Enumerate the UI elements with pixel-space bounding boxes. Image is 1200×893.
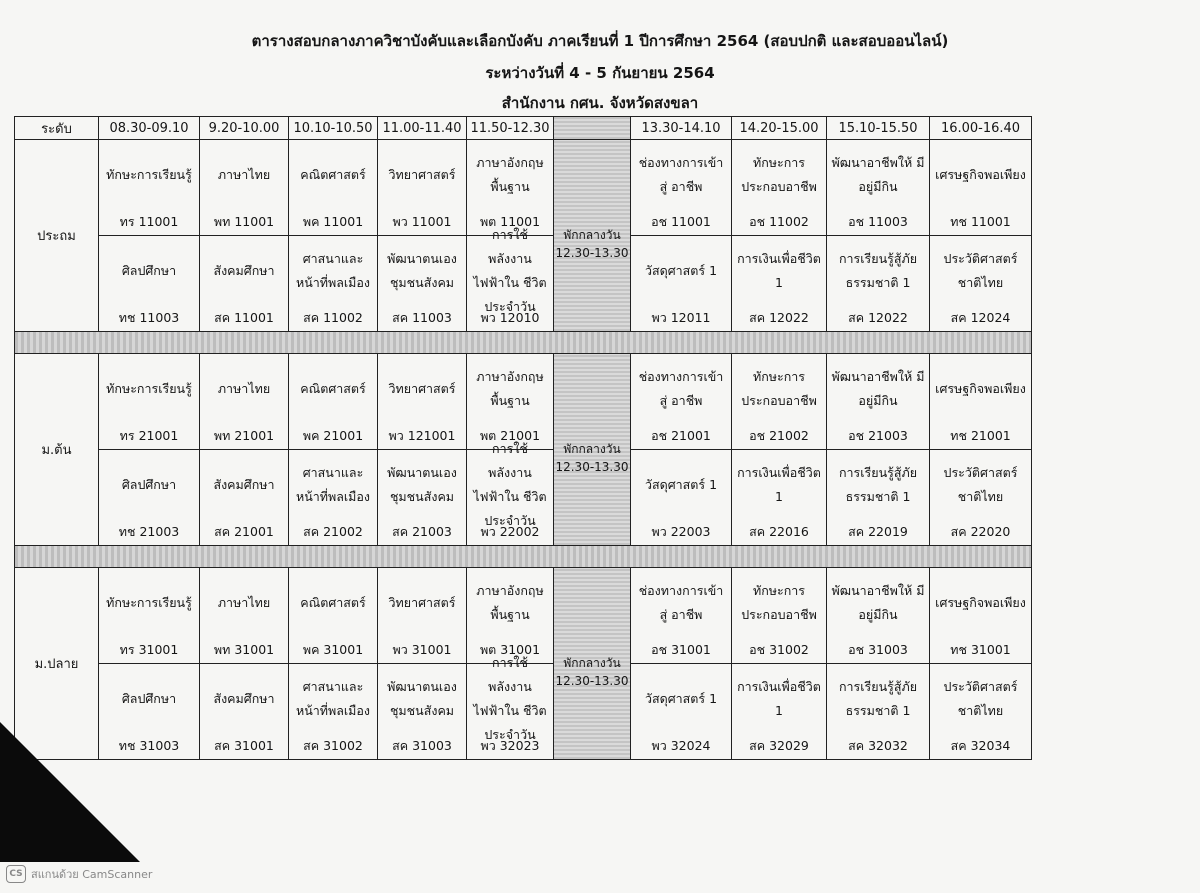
subject-name: เศรษฐกิจพอเพียง [935,380,1026,396]
subject-cell [289,568,378,664]
subject-code: สค 21003 [392,524,452,539]
subject-code: พว 22002 [480,524,540,539]
subject-name: ภาษาไทย [217,166,271,182]
subject-cell [732,450,827,546]
subject-code: สค 31001 [214,738,274,753]
lunch-break-label: พักกลางวัน [563,656,621,670]
subject-code: สค 22016 [749,524,809,539]
subject-code: พว 12010 [480,310,540,325]
subject-cell [732,354,827,450]
subject-name: ภาษาไทย [217,594,271,610]
subject-name: สังคมศึกษา [213,262,275,278]
subject-cell [289,140,378,236]
subject-cell [200,568,289,664]
subject-name: การเงินเพื่อชีวิต 1 [737,250,821,290]
subject-cell [631,450,732,546]
scan-corner-shadow [0,722,140,862]
subject-name: พัฒนาอาชีพให้ มีอยู่มีกิน [831,154,925,194]
subject-cell [827,236,930,332]
subject-name: วิทยาศาสตร์ [388,380,456,396]
subject-code: ทช 31003 [118,738,180,753]
subject-code: สค 21001 [214,524,274,539]
subject-code: สค 12022 [749,310,809,325]
subject-cell [99,140,200,236]
subject-cell [930,664,1032,760]
subject-code: สค 11002 [303,310,363,325]
time-slot-header: 10.10-10.50 [289,117,378,140]
time-slot-header: 14.20-15.00 [732,117,827,140]
subject-name: วัสดุศาสตร์ 1 [644,262,718,278]
subject-code: พต 31001 [479,642,541,657]
subject-cell [289,354,378,450]
subject-code: พค 21001 [302,428,364,443]
subject-name: คณิตศาสตร์ [300,380,366,396]
subject-name: พัฒนาตนเอง ชุมชนสังคม [387,678,457,718]
subject-name: การใช้พลังงาน ไฟฟ้าใน ชีวิตประจำวัน [473,440,547,528]
subject-cell [732,664,827,760]
level-separator [15,332,1032,354]
time-slot-header: 08.30-09.10 [99,117,200,140]
level-label: ม.ต้น [15,354,99,546]
subject-cell [99,450,200,546]
exam-timetable [14,116,1032,760]
time-slot-header: 16.00-16.40 [930,117,1032,140]
subject-name: คณิตศาสตร์ [300,594,366,610]
subject-code: ทร 11001 [119,214,179,229]
subject-name: การเรียนรู้สู้ภัย ธรรมชาติ 1 [838,678,918,718]
subject-name: ศิลปศึกษา [121,262,177,278]
subject-name: การเรียนรู้สู้ภัย ธรรมชาติ 1 [838,250,918,290]
subject-name: ทักษะการเรียนรู้ [106,380,192,396]
subject-name: การใช้พลังงาน ไฟฟ้าใน ชีวิตประจำวัน [473,226,547,314]
subject-name: ประวัติศาสตร์ ชาติไทย [943,250,1018,290]
subject-name: คณิตศาสตร์ [300,166,366,182]
office-name: สำนักงาน กศน. จังหวัดสงขลา [501,94,699,112]
subject-cell [930,354,1032,450]
page-title: ตารางสอบกลางภาควิชาบังคับและเลือกบังคับ ภาคเรียนที่ 1 ปีการศึกษา 2564 (สอบปกติ และสอบออนไลน์) [251,32,949,50]
subject-name: พัฒนาอาชีพให้ มีอยู่มีกิน [831,582,925,622]
subject-cell [289,664,378,760]
lunch-break [554,354,631,546]
subject-code: สค 32034 [950,738,1011,753]
lunch-break-time: 12.30-13.30 [555,460,629,474]
subject-code: ทช 21003 [118,524,180,539]
subject-code: พต 11001 [479,214,541,229]
subject-cell [200,450,289,546]
subject-name: ศาสนาและ หน้าที่พลเมือง [295,464,371,504]
subject-cell [99,236,200,332]
subject-name: ภาษาอังกฤษ พื้นฐาน [476,368,544,408]
subject-cell [378,450,467,546]
subject-name: การเงินเพื่อชีวิต 1 [737,464,821,504]
subject-cell [930,236,1032,332]
subject-name: เศรษฐกิจพอเพียง [935,594,1026,610]
subject-cell [827,140,930,236]
subject-name: ภาษาอังกฤษ พื้นฐาน [476,582,544,622]
subject-cell [827,664,930,760]
subject-name: ศาสนาและ หน้าที่พลเมือง [295,250,371,290]
subject-code: สค 22019 [848,524,908,539]
subject-name: ศิลปศึกษา [121,690,177,706]
subject-cell [930,140,1032,236]
subject-code: พว 32023 [480,738,540,753]
subject-code: พว 32024 [651,738,711,753]
exam-dates: ระหว่างวันที่ 4 - 5 กันยายน 2564 [485,64,715,82]
subject-name: สังคมศึกษา [213,476,275,492]
subject-code: อช 21001 [651,428,711,443]
subject-code: อช 21002 [749,428,809,443]
time-slot-header: 15.10-15.50 [827,117,930,140]
time-slot-header: 11.50-12.30 [467,117,554,140]
subject-name: พัฒนาอาชีพให้ มีอยู่มีกิน [831,368,925,408]
subject-code: อช 11003 [848,214,908,229]
lunch-break-time: 12.30-13.30 [555,246,629,260]
subject-code: พว 31001 [392,642,452,657]
subject-name: ช่องทางการเข้าสู่ อาชีพ [638,582,724,622]
subject-code: สค 32032 [848,738,908,753]
subject-code: พว 12011 [651,310,711,325]
subject-code: ทช 31001 [950,642,1011,657]
time-slot-header: 9.20-10.00 [200,117,289,140]
subject-code: พว 11001 [392,214,452,229]
subject-name: วิทยาศาสตร์ [388,166,456,182]
subject-cell [732,140,827,236]
subject-code: ทช 11001 [950,214,1011,229]
subject-cell [930,568,1032,664]
subject-cell [631,568,732,664]
time-slot-header: 13.30-14.10 [631,117,732,140]
subject-code: พค 11001 [302,214,364,229]
subject-code: พท 21001 [213,428,275,443]
subject-cell [289,450,378,546]
subject-name: ศาสนาและ หน้าที่พลเมือง [295,678,371,718]
subject-code: ทช 11003 [118,310,180,325]
subject-code: พค 31001 [302,642,364,657]
subject-code: พท 31001 [213,642,275,657]
level-label: ม.ปลาย [15,568,99,760]
subject-code: สค 32029 [749,738,809,753]
subject-cell [631,664,732,760]
lunch-break-time: 12.30-13.30 [555,674,629,688]
subject-cell [467,226,554,332]
subject-code: สค 12022 [848,310,908,325]
subject-cell [378,664,467,760]
subject-name: ศิลปศึกษา [121,476,177,492]
level-separator [15,546,1032,568]
subject-name: ทักษะการเรียนรู้ [106,166,192,182]
subject-cell [200,664,289,760]
subject-code: พว 121001 [388,428,456,443]
subject-code: อช 11001 [651,214,711,229]
subject-code: สค 31003 [392,738,452,753]
subject-cell [732,236,827,332]
scanner-watermark [6,865,152,883]
time-slot-header: 11.00-11.40 [378,117,467,140]
subject-code: อช 11002 [749,214,809,229]
subject-cell [99,568,200,664]
level-label: ประถม [15,140,99,332]
subject-name: วิทยาศาสตร์ [388,594,456,610]
subject-code: พท 11001 [213,214,275,229]
subject-code: ทร 21001 [119,428,179,443]
subject-cell [732,568,827,664]
subject-name: ทักษะการเรียนรู้ [106,594,192,610]
camscanner-logo-icon: CS [6,865,26,883]
subject-name: วัสดุศาสตร์ 1 [644,690,718,706]
subject-name: สังคมศึกษา [213,690,275,706]
subject-cell [378,568,467,664]
subject-code: อช 31002 [749,642,809,657]
subject-cell [378,354,467,450]
subject-cell [631,140,732,236]
lunch-header [554,117,631,140]
subject-cell [289,236,378,332]
subject-name: ภาษาอังกฤษ พื้นฐาน [476,154,544,194]
subject-cell [467,654,554,760]
subject-name: ช่องทางการเข้าสู่ อาชีพ [638,368,724,408]
subject-name: การเรียนรู้สู้ภัย ธรรมชาติ 1 [838,464,918,504]
subject-name: การใช้พลังงาน ไฟฟ้าใน ชีวิตประจำวัน [473,654,547,742]
subject-name: ประวัติศาสตร์ ชาติไทย [943,678,1018,718]
subject-code: สค 22020 [950,524,1011,539]
subject-cell [378,140,467,236]
subject-cell [200,140,289,236]
subject-name: พัฒนาตนเอง ชุมชนสังคม [387,250,457,290]
lunch-break-label: พักกลางวัน [563,228,621,242]
subject-cell [200,236,289,332]
level-column-header: ระดับ [15,117,99,140]
subject-code: สค 12024 [950,310,1011,325]
subject-code: อช 31001 [651,642,711,657]
subject-cell [631,354,732,450]
subject-code: ทช 21001 [950,428,1011,443]
subject-code: พต 21001 [479,428,541,443]
subject-code: อช 31003 [848,642,908,657]
subject-cell [378,236,467,332]
subject-cell [827,450,930,546]
subject-cell [930,450,1032,546]
subject-name: เศรษฐกิจพอเพียง [935,166,1026,182]
subject-cell [827,568,930,664]
subject-name: ช่องทางการเข้าสู่ อาชีพ [638,154,724,194]
subject-name: วัสดุศาสตร์ 1 [644,476,718,492]
subject-name: ทักษะการ ประกอบอาชีพ [741,368,817,408]
subject-code: อช 21003 [848,428,908,443]
subject-code: พว 22003 [651,524,711,539]
subject-name: ประวัติศาสตร์ ชาติไทย [943,464,1018,504]
subject-code: สค 31002 [303,738,363,753]
subject-code: สค 21002 [303,524,363,539]
lunch-break [554,568,631,760]
subject-name: การเงินเพื่อชีวิต 1 [737,678,821,718]
watermark-text: สแกนด้วย CamScanner [31,868,153,881]
subject-cell [200,354,289,450]
subject-cell [631,236,732,332]
subject-name: ภาษาไทย [217,380,271,396]
subject-code: สค 11001 [214,310,274,325]
subject-name: ทักษะการ ประกอบอาชีพ [741,582,817,622]
subject-cell [99,354,200,450]
subject-name: ทักษะการ ประกอบอาชีพ [741,154,817,194]
subject-code: ทร 31001 [119,642,179,657]
subject-cell [827,354,930,450]
subject-cell [467,440,554,546]
lunch-break-label: พักกลางวัน [563,442,621,456]
subject-name: พัฒนาตนเอง ชุมชนสังคม [387,464,457,504]
subject-code: สค 11003 [392,310,452,325]
lunch-break [554,140,631,332]
